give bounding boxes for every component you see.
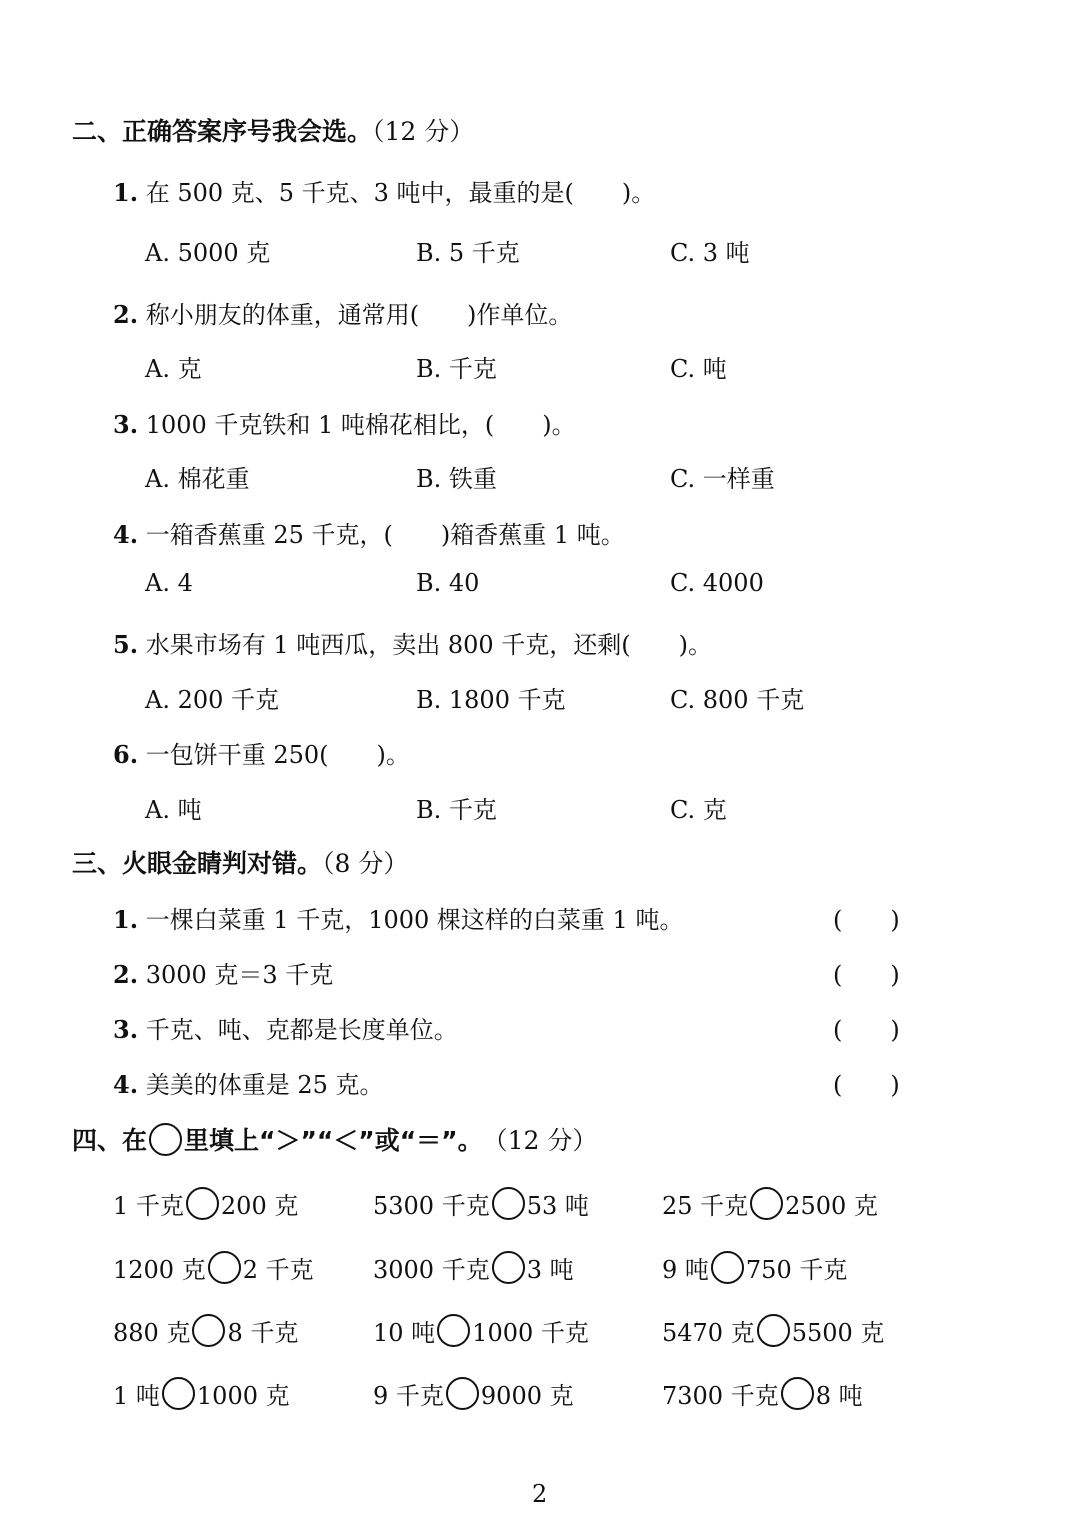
compare-left: 880 克 — [113, 1319, 191, 1347]
judge-item-1 — [113, 900, 683, 935]
answer-circle[interactable] — [757, 1314, 790, 1347]
option-c: C. 吨 — [670, 355, 727, 383]
option-c: C. 800 千克 — [670, 686, 805, 714]
compare-item — [113, 1250, 314, 1285]
question-text: 一箱香蕉重 25 千克，( )箱香蕉重 1 吨。 — [138, 521, 625, 549]
compare-left: 7300 千克 — [662, 1382, 779, 1410]
question-text: 3000 克＝3 千克 — [138, 961, 334, 989]
option-a: A. 棉花重 — [145, 465, 250, 493]
compare-item — [373, 1376, 574, 1411]
compare-item — [373, 1250, 574, 1285]
section-2-points: （12 分） — [372, 117, 475, 146]
section-2-heading — [72, 112, 474, 148]
option-b: B. 千克 — [416, 796, 497, 824]
compare-left: 9 吨 — [662, 1256, 709, 1284]
answer-blank[interactable]: ( ) — [833, 1016, 900, 1044]
compare-right: 750 千克 — [745, 1256, 848, 1284]
compare-item — [113, 1313, 298, 1348]
compare-right: 8 吨 — [815, 1382, 863, 1410]
compare-right: 5500 克 — [791, 1319, 885, 1347]
compare-right: 1000 克 — [196, 1382, 290, 1410]
compare-item — [373, 1313, 589, 1348]
section-4-heading — [72, 1121, 597, 1157]
answer-circle[interactable] — [162, 1377, 195, 1410]
compare-left: 1200 克 — [113, 1256, 206, 1284]
option-c: C. 克 — [670, 796, 727, 824]
answer-circle[interactable] — [711, 1251, 744, 1284]
compare-item — [662, 1250, 847, 1285]
option-b: B. 5 千克 — [416, 239, 520, 267]
option-b: B. 1800 千克 — [416, 686, 566, 714]
question-number: 3. — [113, 1015, 139, 1044]
compare-right: 2 千克 — [242, 1256, 314, 1284]
answer-blank[interactable]: ( ) — [833, 1071, 900, 1099]
question-number: 3. — [113, 410, 139, 439]
circle-icon — [149, 1123, 182, 1156]
compare-left: 3000 千克 — [373, 1256, 490, 1284]
compare-item — [662, 1186, 878, 1221]
option-b: B. 铁重 — [416, 465, 497, 493]
compare-item — [662, 1313, 884, 1348]
section-2-title: 二、正确答案序号我会选。 — [72, 117, 373, 146]
judge-item-2 — [113, 955, 333, 990]
option-c: C. 一样重 — [670, 465, 775, 493]
compare-right: 8 千克 — [227, 1319, 299, 1347]
section-3-title: 三、火眼金睛判对错。 — [72, 849, 323, 878]
compare-right: 9000 克 — [480, 1382, 574, 1410]
question-number: 2. — [113, 960, 139, 989]
option-c: C. 4000 — [670, 569, 764, 597]
question-text: 美美的体重是 25 克。 — [138, 1071, 384, 1099]
answer-circle[interactable] — [492, 1251, 525, 1284]
compare-right: 53 吨 — [526, 1192, 589, 1220]
compare-left: 1 吨 — [113, 1382, 160, 1410]
compare-right: 3 吨 — [526, 1256, 574, 1284]
question-2-4 — [113, 515, 625, 550]
compare-left: 5300 千克 — [373, 1192, 490, 1220]
compare-right: 1000 千克 — [472, 1319, 589, 1347]
judge-item-4 — [113, 1065, 384, 1100]
compare-left: 25 千克 — [662, 1192, 749, 1220]
question-number: 6. — [113, 740, 139, 769]
option-a: A. 4 — [145, 569, 193, 597]
question-2-1 — [113, 173, 655, 208]
compare-left: 9 千克 — [373, 1382, 444, 1410]
section-4-points: （12 分） — [482, 1126, 598, 1155]
answer-circle[interactable] — [208, 1251, 241, 1284]
answer-circle[interactable] — [437, 1314, 470, 1347]
question-2-2 — [113, 295, 572, 330]
question-2-3 — [113, 405, 576, 440]
option-b: B. 40 — [416, 569, 480, 597]
question-text: 1000 千克铁和 1 吨棉花相比，( )。 — [138, 411, 576, 439]
question-text: 水果市场有 1 吨西瓜，卖出 800 千克，还剩( )。 — [138, 631, 713, 659]
compare-left: 5470 克 — [662, 1319, 755, 1347]
answer-circle[interactable] — [186, 1187, 219, 1220]
question-text: 千克、吨、克都是长度单位。 — [138, 1016, 458, 1044]
question-number: 2. — [113, 300, 139, 329]
option-c: C. 3 吨 — [670, 239, 750, 267]
option-a: A. 200 千克 — [145, 686, 280, 714]
answer-circle[interactable] — [192, 1314, 225, 1347]
answer-circle[interactable] — [446, 1377, 479, 1410]
question-number: 5. — [113, 630, 139, 659]
judge-item-3 — [113, 1010, 458, 1045]
compare-left: 10 吨 — [373, 1319, 436, 1347]
question-text: 一包饼干重 250( )。 — [138, 741, 410, 769]
option-b: B. 千克 — [416, 355, 497, 383]
option-a: A. 吨 — [145, 796, 202, 824]
question-number: 4. — [113, 1070, 139, 1099]
section-3-heading — [72, 844, 408, 880]
question-2-6 — [113, 735, 410, 770]
question-text: 称小朋友的体重，通常用( )作单位。 — [138, 301, 573, 329]
question-text: 一棵白菜重 1 千克，1000 棵这样的白菜重 1 吨。 — [138, 906, 684, 934]
option-a: A. 克 — [145, 355, 202, 383]
question-number: 4. — [113, 520, 139, 549]
compare-right: 2500 克 — [785, 1192, 878, 1220]
option-a: A. 5000 克 — [145, 239, 271, 267]
compare-item — [113, 1376, 290, 1411]
compare-item — [373, 1186, 589, 1221]
compare-left: 1 千克 — [113, 1192, 184, 1220]
answer-circle[interactable] — [750, 1187, 783, 1220]
answer-blank[interactable]: ( ) — [833, 961, 900, 989]
compare-right: 200 克 — [220, 1192, 299, 1220]
section-4-title-start: 四、在 — [72, 1126, 148, 1155]
section-3-points: （8 分） — [322, 849, 409, 878]
compare-item — [113, 1186, 298, 1221]
question-number: 1. — [113, 905, 139, 934]
question-text: 在 500 克、5 千克、3 吨中，最重的是( )。 — [138, 179, 656, 207]
section-4-title-end: 里填上“＞”“＜”或“＝”。 — [184, 1126, 483, 1155]
question-number: 1. — [113, 178, 139, 207]
answer-circle[interactable] — [492, 1187, 525, 1220]
compare-item — [662, 1376, 863, 1411]
answer-blank[interactable]: ( ) — [833, 906, 900, 934]
page-number: 2 — [532, 1480, 548, 1508]
question-2-5 — [113, 625, 712, 660]
answer-circle[interactable] — [781, 1377, 814, 1410]
